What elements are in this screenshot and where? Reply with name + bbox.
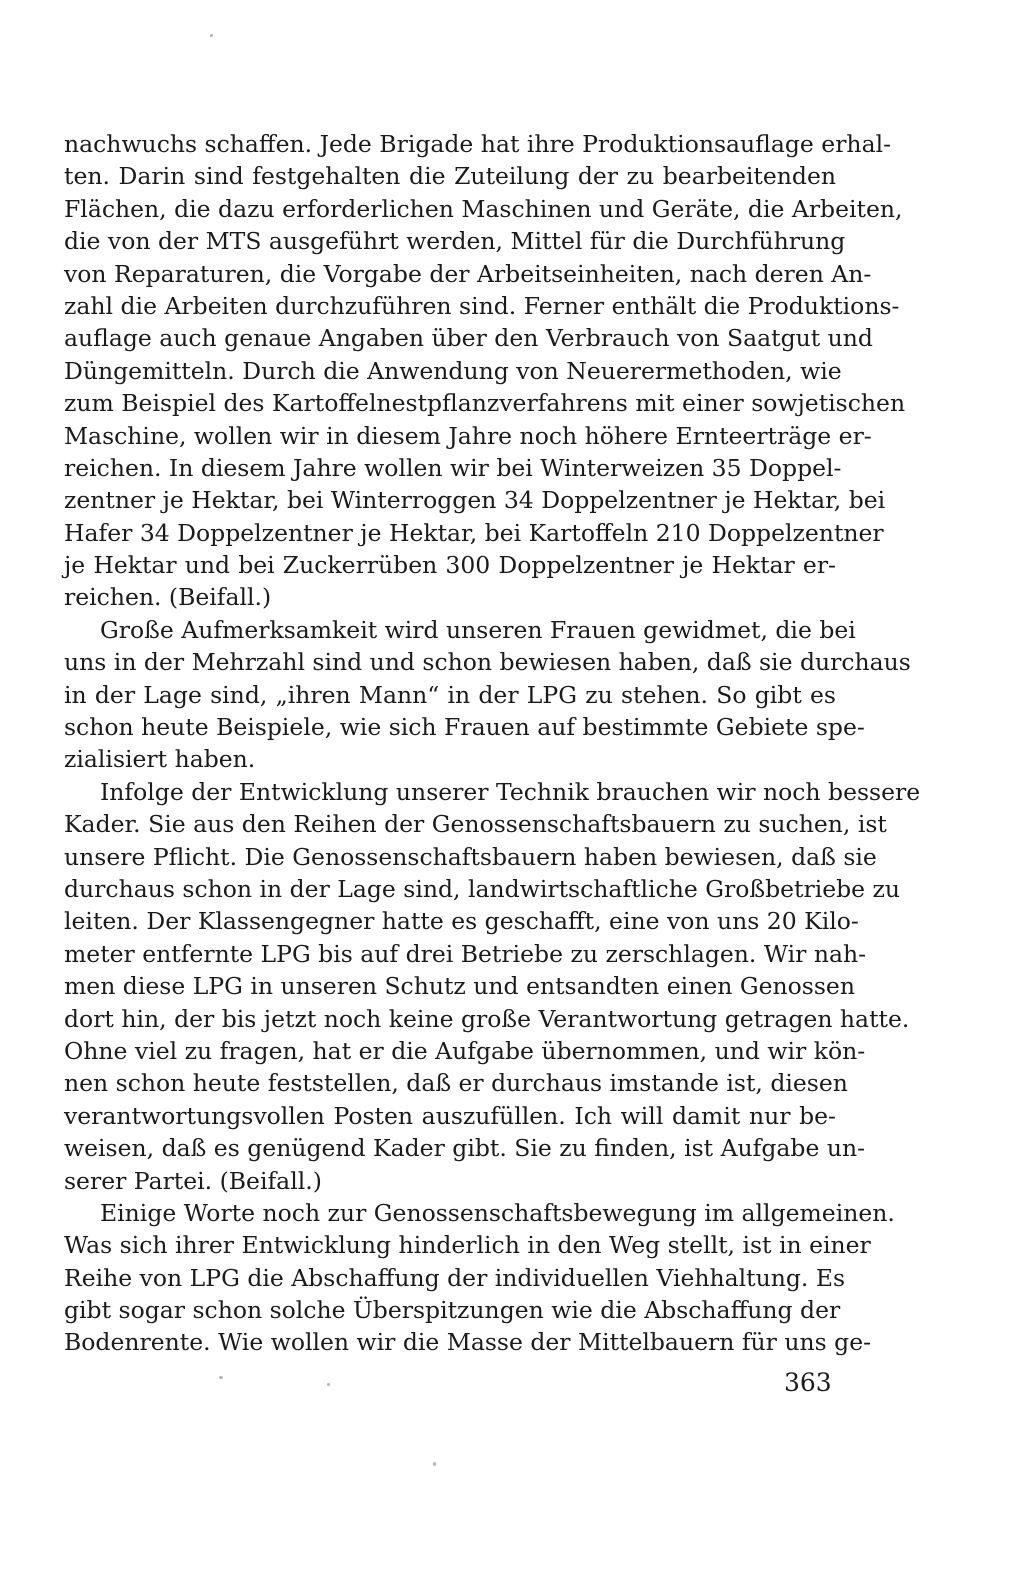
text-line: dort hin, der bis jetzt noch keine große Verantwortung getragen hatte. xyxy=(64,1004,910,1033)
text-line: in der Lage sind, „ihren Mann“ in der LPG zu stehen. So gibt es xyxy=(64,680,836,709)
text-line: Reihe von LPG die Abschaffung der individuellen Viehhaltung. Es xyxy=(64,1263,846,1292)
text-line: schon heute Beispiele, wie sich Frauen auf bestimmte Gebiete spe- xyxy=(64,713,865,742)
text-line: Hafer 34 Doppelzentner je Hektar, bei Kartoffeln 210 Doppelzentner xyxy=(64,518,884,547)
text-line: nen schon heute feststellen, daß er durchaus imstande ist, diesen xyxy=(64,1069,848,1098)
text-line: reichen. (Beifall.) xyxy=(64,583,272,612)
text-line: Große Aufmerksamkeit wird unseren Frauen gewidmet, die bei xyxy=(100,615,856,644)
text-line: Kader. Sie aus den Reihen der Genossenschaftsbauern zu suchen, ist xyxy=(64,810,887,839)
text-line: Flächen, die dazu erforderlichen Maschinen und Geräte, die Arbeiten, xyxy=(64,194,903,223)
text-line: men diese LPG in unseren Schutz und entsandten einen Genossen xyxy=(64,972,855,1001)
text-line: die von der MTS ausgeführt werden, Mittel für die Durchführung xyxy=(64,227,846,256)
text-line: Infolge der Entwicklung unserer Technik brauchen wir noch bessere xyxy=(100,777,921,806)
scan-speck xyxy=(433,1462,436,1466)
text-line: nachwuchs schaffen. Jede Brigade hat ihre Produktionsauflage erhal- xyxy=(64,130,892,158)
text-line: Bodenrente. Wie wollen wir die Masse der Mittelbauern für uns ge- xyxy=(64,1328,872,1357)
text-line: Ohne viel zu fragen, hat er die Aufgabe übernommen, und wir kön- xyxy=(64,1036,866,1065)
text-line: von Reparaturen, die Vorgabe der Arbeitseinheiten, nach deren An- xyxy=(64,259,872,288)
text-line: weisen, daß es genügend Kader gibt. Sie zu finden, ist Aufgabe un- xyxy=(64,1134,866,1163)
text-line: Maschine, wollen wir in diesem Jahre noch höhere Ernteerträge er- xyxy=(64,421,872,450)
text-line: serer Partei. (Beifall.) xyxy=(64,1166,322,1195)
text-line: je Hektar und bei Zuckerrüben 300 Doppelzentner je Hektar er- xyxy=(64,551,836,580)
scan-speck xyxy=(327,1383,330,1386)
text-line: Düngemitteln. Durch die Anwendung von Neuerermethoden, wie xyxy=(64,356,842,385)
text-line: meter entfernte LPG bis auf drei Betriebe zu zerschlagen. Wir nah- xyxy=(64,939,867,968)
paragraph xyxy=(64,1197,895,1359)
text-line: ten. Darin sind festgehalten die Zuteilung der zu bearbeitenden xyxy=(64,162,836,191)
page-number: 363 xyxy=(784,1368,832,1397)
paragraph xyxy=(64,776,921,1197)
text-line: auflage auch genaue Angaben über den Verbrauch von Saatgut und xyxy=(64,324,873,353)
paragraph xyxy=(64,128,906,614)
text-line: zentner je Hektar, bei Winterroggen 34 Doppelzentner je Hektar, bei xyxy=(64,486,886,515)
body-text xyxy=(64,128,921,1359)
text-line: zialisiert haben. xyxy=(64,745,256,774)
text-line: Einige Worte noch zur Genossenschaftsbewegung im allgemeinen. xyxy=(100,1198,895,1227)
scan-speck xyxy=(219,1376,223,1379)
text-line: durchaus schon in der Lage sind, landwirtschaftliche Großbetriebe zu xyxy=(64,874,901,903)
text-line: zahl die Arbeiten durchzuführen sind. Ferner enthält die Produktions- xyxy=(64,291,900,320)
text-line: uns in der Mehrzahl sind und schon bewiesen haben, daß sie durchaus xyxy=(64,648,911,677)
text-line: leiten. Der Klassengegner hatte es geschafft, eine von uns 20 Kilo- xyxy=(64,907,859,936)
text-line: zum Beispiel des Kartoffelnestpflanzverfahrens mit einer sowjetischen xyxy=(64,389,906,418)
text-line: gibt sogar schon solche Überspitzungen wie die Abschaffung der xyxy=(64,1296,841,1325)
text-line: Was sich ihrer Entwicklung hinderlich in den Weg stellt, ist in einer xyxy=(64,1231,871,1260)
paragraph xyxy=(64,614,911,776)
text-line: verantwortungsvollen Posten auszufüllen. Ich will damit nur be- xyxy=(64,1101,836,1130)
scan-speck xyxy=(210,34,213,37)
text-line: unsere Pflicht. Die Genossenschaftsbauern haben bewiesen, daß sie xyxy=(64,842,877,871)
text-line: reichen. In diesem Jahre wollen wir bei Winterweizen 35 Doppel- xyxy=(64,453,842,482)
